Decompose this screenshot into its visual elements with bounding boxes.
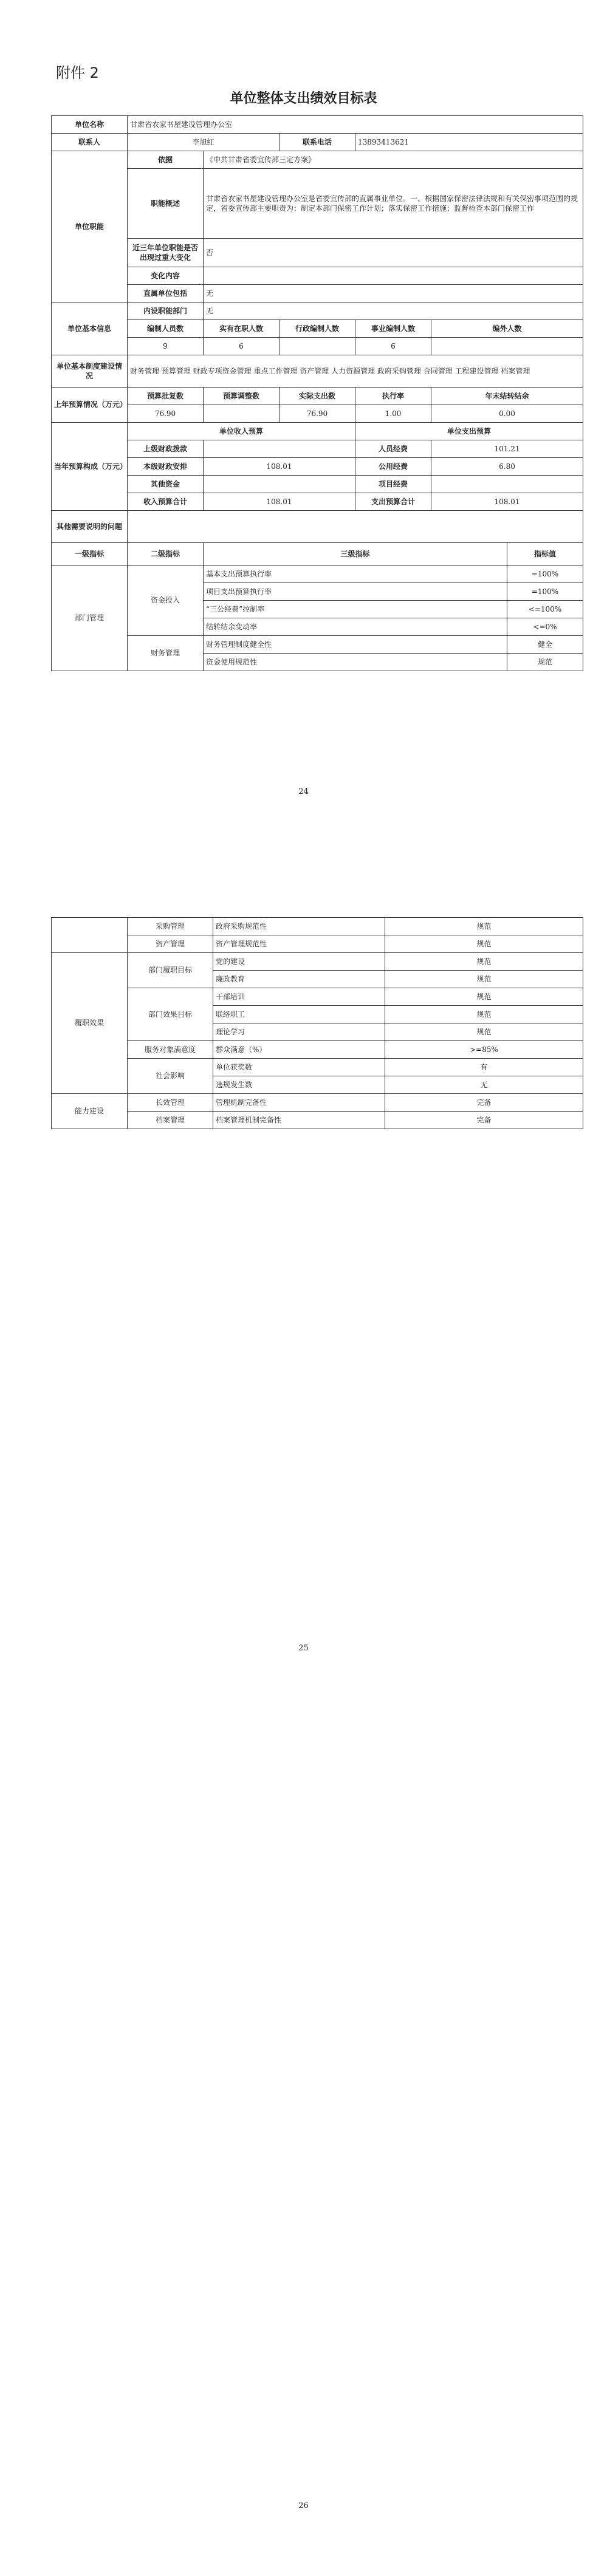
phone: 13893413621 — [355, 134, 583, 151]
lvl3-value: 完备 — [385, 1094, 583, 1112]
lvl3-name: 结转结余变动率 — [204, 618, 507, 636]
func-label: 单位职能 — [52, 151, 128, 302]
lvl3-value: 健全 — [507, 636, 583, 654]
system-content: 财务管理 预算管理 财政专项资金管理 重点工作管理 资产管理 人力资源管理 政府采购管理 合同管理 工程建设管理 档案管理 — [128, 355, 583, 388]
lvl3-value: 规范 — [385, 935, 583, 953]
lvl3-value: 规范 — [385, 1006, 583, 1023]
prev-value — [204, 405, 279, 423]
lvl3-value: 规范 — [385, 971, 583, 988]
lvl2-asset: 资产管理 — [128, 935, 213, 953]
system-label: 单位基本制度建设情况 — [52, 355, 128, 388]
expense-value: 101.21 — [431, 440, 583, 458]
lvl3-name: 资产管理规范性 — [213, 935, 385, 953]
prev-header: 执行率 — [355, 388, 431, 405]
performance-table-part2 — [51, 917, 583, 1129]
income-value: 108.01 — [204, 493, 355, 511]
subunits-label: 直属单位包括 — [128, 285, 204, 302]
lvl3-name: 理论学习 — [213, 1023, 385, 1041]
lvl3-name: 资金使用规范性 — [204, 654, 507, 671]
lvl3-value: 规范 — [385, 953, 583, 971]
staff-value: 9 — [128, 338, 204, 355]
lvl3-value: <=0% — [507, 618, 583, 636]
lvl1-dept-mgmt-cont — [52, 918, 128, 953]
lvl3-name: 联络职工 — [213, 1006, 385, 1023]
lvl3-name: 干部培训 — [213, 988, 385, 1006]
lvl2-satisfaction: 服务对象满意度 — [128, 1041, 213, 1059]
income-value — [204, 476, 355, 493]
income-label: 收入预算合计 — [128, 493, 204, 511]
staff-value: 6 — [204, 338, 279, 355]
prev-value: 0.00 — [431, 405, 583, 423]
lvl3-name: 违规发生数 — [213, 1076, 385, 1094]
lvl2-social: 社会影响 — [128, 1059, 213, 1094]
lvl3-name: 财务管理制度健全性 — [204, 636, 507, 654]
lvl2-output: 部门履职目标 — [128, 953, 213, 988]
expense-label: 公用经费 — [355, 458, 431, 476]
lvl1-performance: 履职效果 — [52, 953, 128, 1094]
staff-header: 事业编制人数 — [355, 320, 431, 338]
lvl3-name: “三公经费”控制率 — [204, 601, 507, 618]
lvl2-longterm: 长效管理 — [128, 1094, 213, 1112]
lvl3-value: >=85% — [385, 1041, 583, 1059]
contact-label: 联系人 — [52, 134, 128, 151]
change-content — [204, 267, 583, 285]
lvl2-archive: 档案管理 — [128, 1112, 213, 1129]
lvl3-value: 无 — [385, 1076, 583, 1094]
expense-value: 6.80 — [431, 458, 583, 476]
prev-budget-label: 上年预算情况（万元） — [52, 388, 128, 423]
expense-label: 项目经费 — [355, 476, 431, 493]
performance-table-part1 — [51, 115, 583, 671]
expense-value — [431, 476, 583, 493]
contact: 李旭红 — [128, 134, 279, 151]
lvl3-name: 项目支出预算执行率 — [204, 583, 507, 601]
lvl2-purchase: 采购管理 — [128, 918, 213, 935]
lvl1-dept-mgmt: 部门管理 — [52, 565, 128, 671]
lvl3-name: 政府采购规范性 — [213, 918, 385, 935]
lvl3-name: 管理机制完备性 — [213, 1094, 385, 1112]
cur-budget-label: 当年预算构成（万元） — [52, 423, 128, 511]
staff-header: 编制人员数 — [128, 320, 204, 338]
basis: 《中共甘肃省委宣传部三定方案》 — [204, 151, 583, 169]
income-value: 108.01 — [204, 458, 355, 476]
page-number: 25 — [298, 1644, 309, 1653]
lvl2-effect: 部门效果目标 — [128, 988, 213, 1041]
phone-label: 联系电话 — [279, 134, 355, 151]
attachment-label: 附件 2 — [56, 64, 99, 81]
page-number: 26 — [298, 2501, 309, 2510]
ind-header-value: 指标值 — [507, 543, 583, 565]
expense-label: 支出预算合计 — [355, 493, 431, 511]
ind-header-lvl1: 一级指标 — [52, 543, 128, 565]
income-label: 本级财政安排 — [128, 458, 204, 476]
expense-label: 人员经费 — [355, 440, 431, 458]
income-label: 上级财政拨款 — [128, 440, 204, 458]
prev-header: 实际支出数 — [279, 388, 355, 405]
page-number: 24 — [298, 787, 309, 796]
prev-value: 76.90 — [128, 405, 204, 423]
unit-name: 甘肃省农家书屋建设管理办公室 — [128, 116, 583, 134]
lvl3-value: 规范 — [385, 1023, 583, 1041]
lvl3-name: 党的建设 — [213, 953, 385, 971]
lvl3-value: =100% — [507, 565, 583, 583]
expense-value: 108.01 — [431, 493, 583, 511]
subunits: 无 — [204, 285, 583, 302]
staff-header: 实有在职人数 — [204, 320, 279, 338]
page-title: 单位整体支出绩效目标表 — [230, 91, 377, 106]
prev-header: 预算批复数 — [128, 388, 204, 405]
prev-header: 年末结转结余 — [431, 388, 583, 405]
staff-value — [431, 338, 583, 355]
lvl3-name: 档案管理机制完备性 — [213, 1112, 385, 1129]
expense-header: 单位支出预算 — [355, 423, 583, 440]
lvl3-value: 完备 — [385, 1112, 583, 1129]
lvl3-value: 有 — [385, 1059, 583, 1076]
ind-header-lvl3: 三级指标 — [204, 543, 507, 565]
income-label: 其他资金 — [128, 476, 204, 493]
lvl3-value: <=100% — [507, 601, 583, 618]
prev-value: 76.90 — [279, 405, 355, 423]
basis-label: 依据 — [128, 151, 204, 169]
lvl2-fund: 资金投入 — [128, 565, 204, 636]
other-content — [128, 511, 583, 543]
lvl3-value: 规范 — [385, 988, 583, 1006]
lvl3-value: =100% — [507, 583, 583, 601]
staff-header: 编外人数 — [431, 320, 583, 338]
change3: 否 — [204, 239, 583, 267]
unit-name-label: 单位名称 — [52, 116, 128, 134]
lvl2-fin: 财务管理 — [128, 636, 204, 671]
change3-label: 近三年单位职能是否出现过重大变化 — [128, 239, 204, 267]
prev-header: 预算调整数 — [204, 388, 279, 405]
lvl3-value: 规范 — [507, 654, 583, 671]
lvl1-capacity: 能力建设 — [52, 1094, 128, 1129]
income-value — [204, 440, 355, 458]
lvl3-name: 基本支出预算执行率 — [204, 565, 507, 583]
staff-value — [279, 338, 355, 355]
lvl3-name: 廉政教育 — [213, 971, 385, 988]
lvl3-name: 单位获奖数 — [213, 1059, 385, 1076]
ind-header-lvl2: 二级指标 — [128, 543, 204, 565]
internal: 无 — [204, 302, 583, 320]
internal-label: 内设职能部门 — [128, 302, 204, 320]
overview: 甘肃省农家书屋建设管理办公室是省委宣传部的直属事业单位。一、根据国家保密法律法规和有关保密事项范围的规定，省委宣传部主要职责为：制定本部门保密工作计划；落实保密工作措施；监督检查本部门保密工作 — [204, 169, 583, 239]
basic-info-label: 单位基本信息 — [52, 302, 128, 355]
change-content-label: 变化内容 — [128, 267, 204, 285]
income-header: 单位收入预算 — [128, 423, 355, 440]
lvl3-name: 群众满意（%） — [213, 1041, 385, 1059]
overview-label: 职能概述 — [128, 169, 204, 239]
staff-value: 6 — [355, 338, 431, 355]
staff-header: 行政编制人数 — [279, 320, 355, 338]
prev-value: 1.00 — [355, 405, 431, 423]
other-label: 其他需要说明的问题 — [52, 511, 128, 543]
lvl3-value: 规范 — [385, 918, 583, 935]
